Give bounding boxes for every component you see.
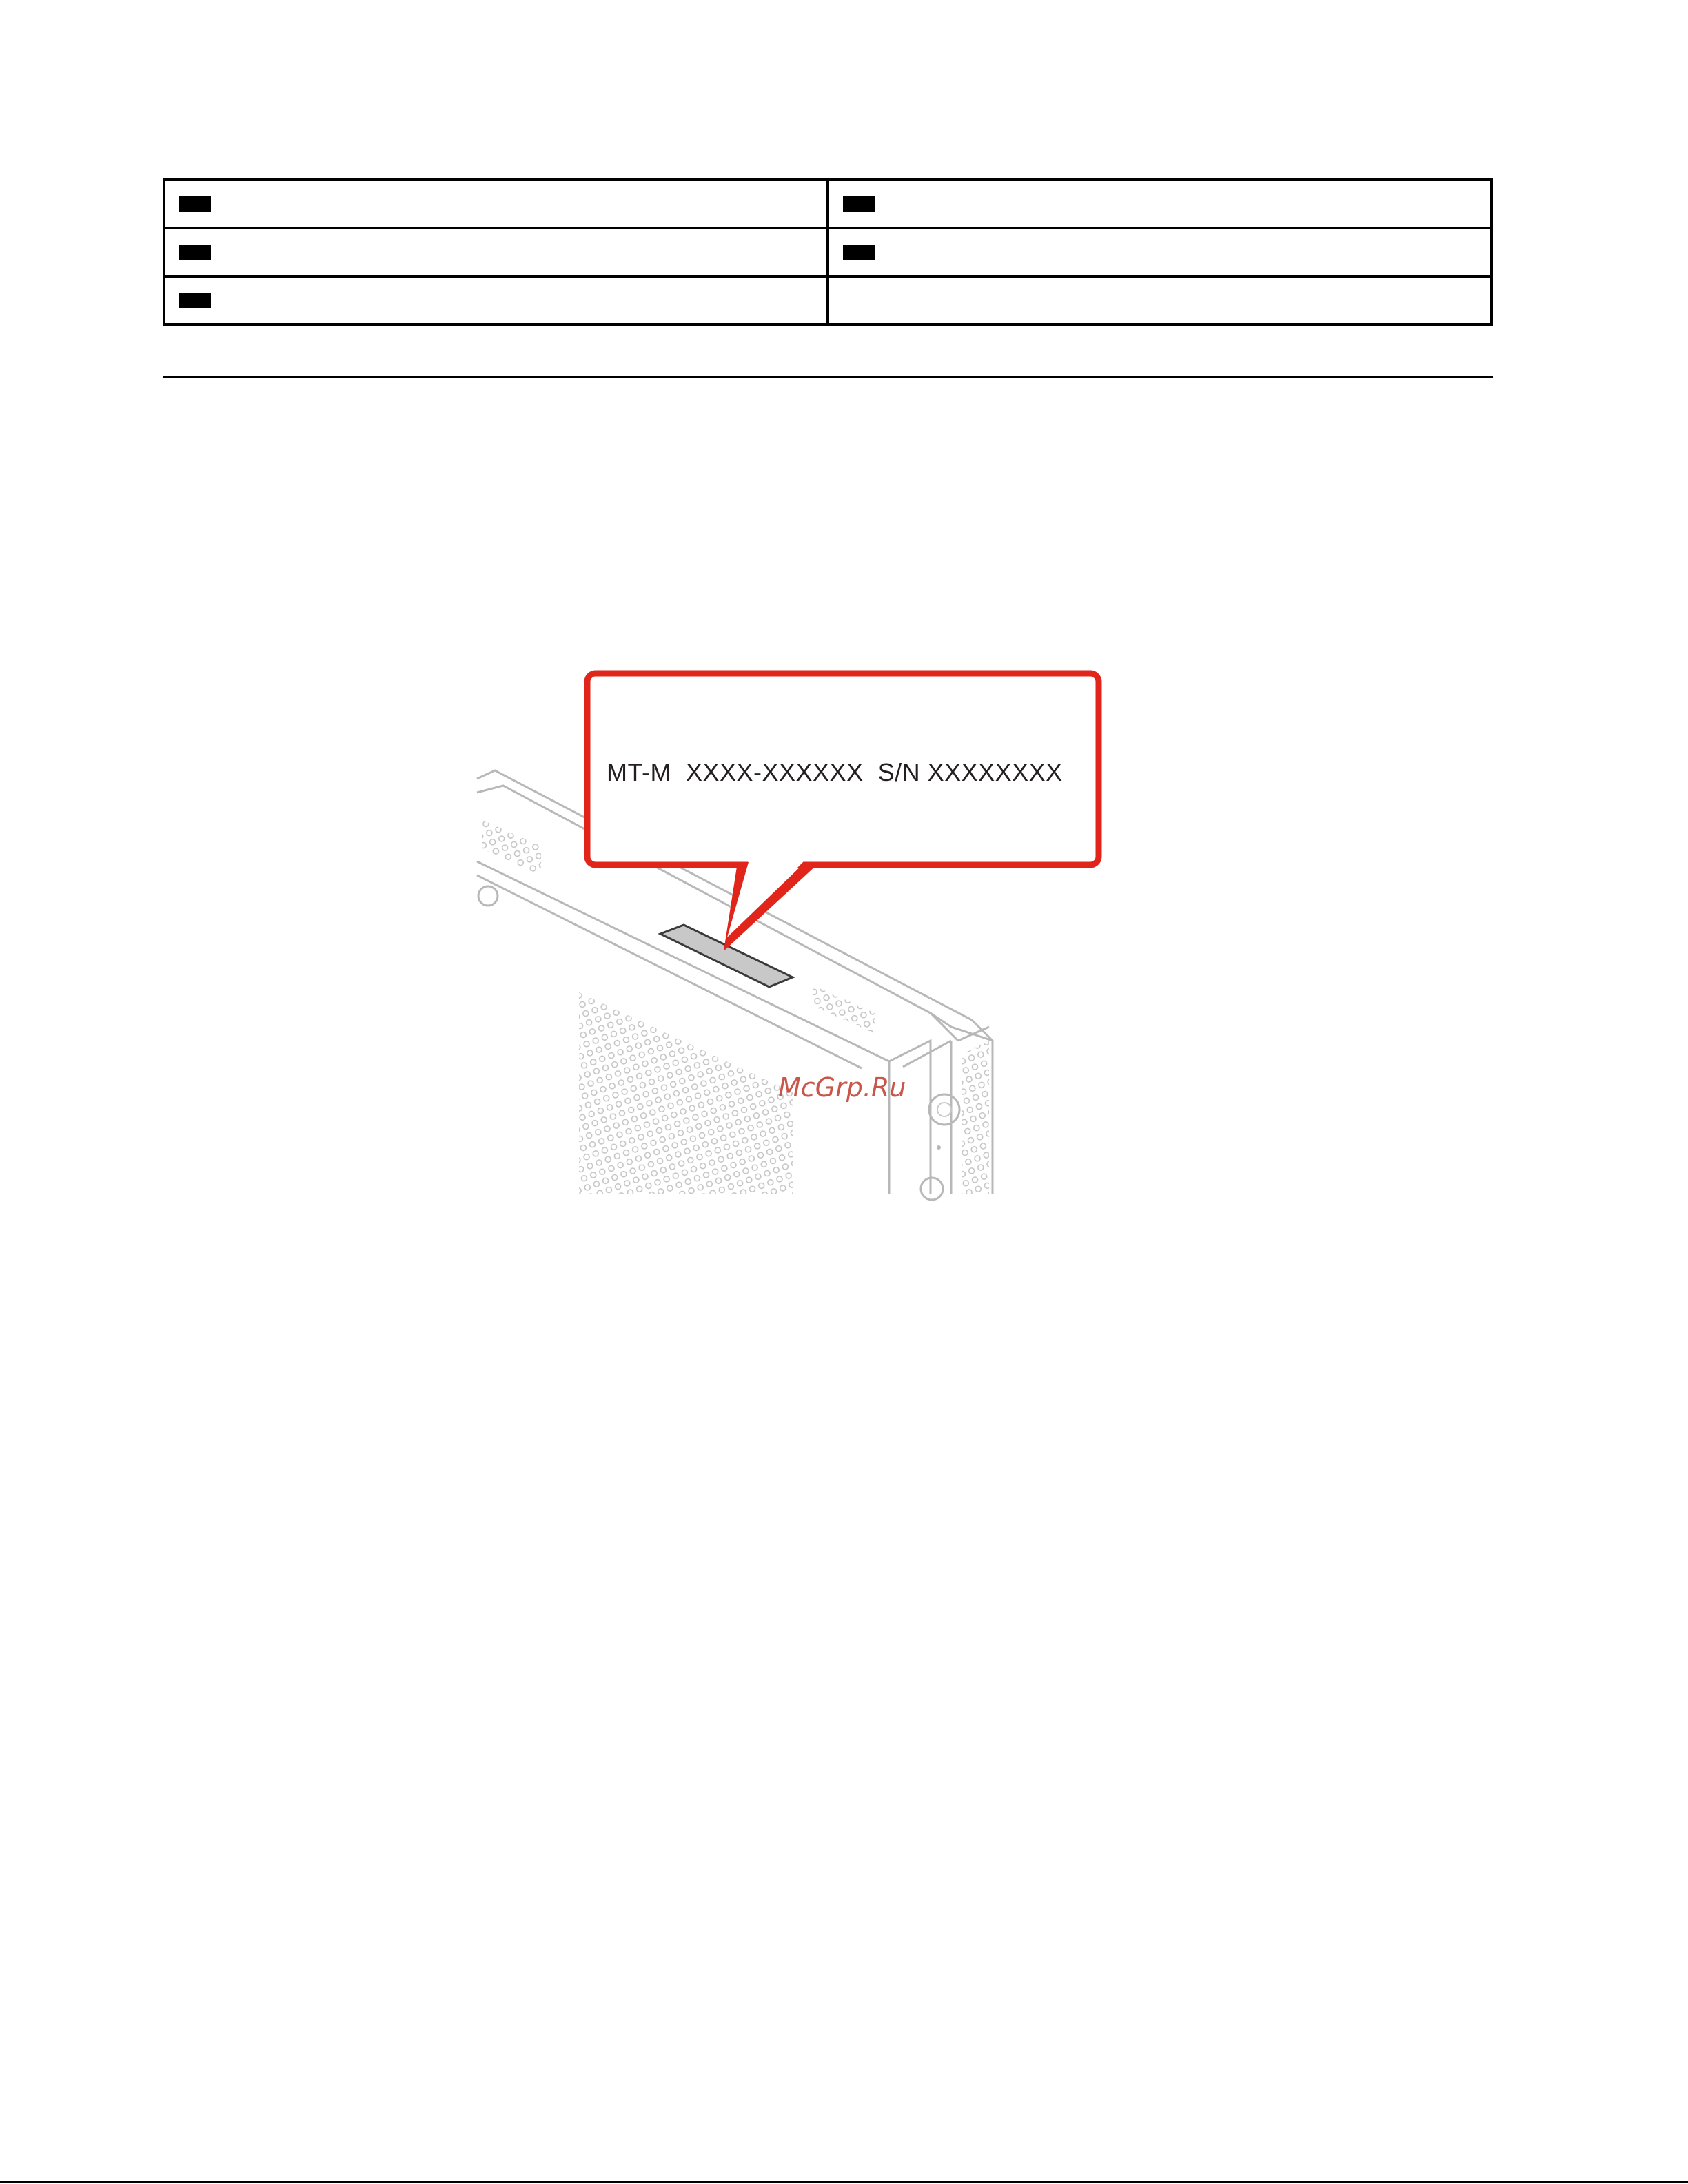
machine-type-serial-text: MT-M XXXX-XXXXXX S/N XXXXXXXX — [607, 758, 1063, 786]
top-vent — [813, 986, 875, 1034]
callout-number-badge — [179, 196, 211, 212]
callout-number-badge — [843, 196, 875, 212]
power-button-icon — [929, 1094, 959, 1125]
callout-number-badge — [843, 245, 875, 260]
table-cell — [828, 180, 1492, 228]
table-row — [164, 180, 1492, 228]
section-divider — [163, 376, 1493, 378]
callout-number-badge — [179, 293, 211, 308]
front-vent — [962, 1041, 989, 1194]
callout-number-badge — [179, 245, 211, 260]
watermark: McGrp.Ru — [778, 1072, 906, 1103]
callout-legend-table — [163, 178, 1493, 326]
table-cell — [828, 228, 1492, 276]
table-row — [164, 276, 1492, 325]
audio-jack-icon — [921, 1178, 943, 1200]
table-row — [164, 228, 1492, 276]
computer-illustration — [476, 669, 1123, 1213]
top-vent — [482, 820, 541, 875]
page-footer-rule — [0, 2181, 1688, 2183]
side-vent — [579, 992, 793, 1194]
table-cell — [164, 276, 828, 325]
table-cell — [828, 276, 1492, 325]
machine-type-label-figure — [476, 669, 1123, 1213]
table-cell — [164, 180, 828, 228]
table-cell — [164, 228, 828, 276]
